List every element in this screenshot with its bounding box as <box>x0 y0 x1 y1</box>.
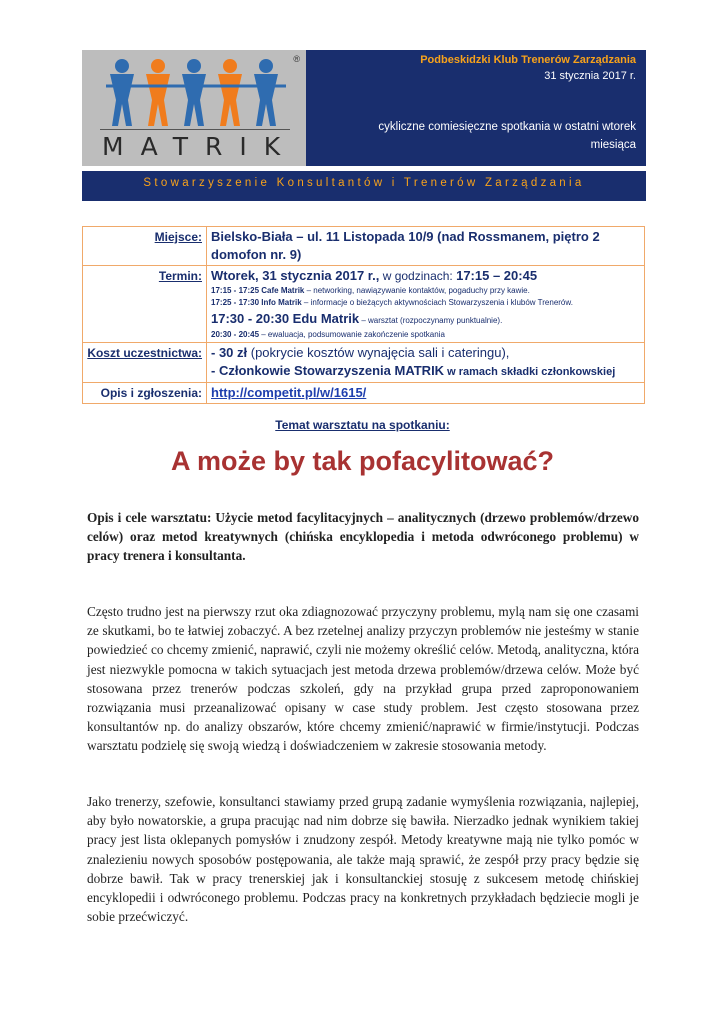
signup-link[interactable]: http://competit.pl/w/1615/ <box>211 385 367 400</box>
header-banner <box>82 50 646 166</box>
cost-value: - 30 zł (pokrycie kosztów wynajęcia sali i cateringu), - Członkowie Stowarzyszenia MATRIK w ramach składki członkowskiej <box>207 343 645 383</box>
term-hours: 17:15 – 20:45 <box>456 268 538 283</box>
club-name: Podbeskidzki Klub Trenerów Zarządzania <box>420 54 636 66</box>
signup-value <box>207 383 645 404</box>
agenda-item-4: 20:30 - 20:45 – ewaluacja, podsumowanie zakończenie spotkania <box>211 330 445 339</box>
cost-row <box>83 343 645 383</box>
term-row <box>83 266 645 343</box>
agenda-item-3: 17:30 - 20:30 Edu Matrik – warsztat (rozpoczynamy punktualnie). <box>211 311 503 326</box>
place-label: Miejsce: <box>83 227 207 266</box>
club-description: cykliczne comiesięczne spotkania w ostatni wtorek miesiąca <box>378 121 636 151</box>
term-date: Wtorek, 31 stycznia 2017 r., <box>211 268 380 283</box>
place-value: Bielsko-Biała – ul. 11 Listopada 10/9 (nad Rossmanem, piętro 2 domofon nr. 9) <box>207 227 645 266</box>
agenda-item-1: 17:15 - 17:25 Cafe Matrik – networking, nawiązywanie kontaktów, pogaduchy przy kawie. <box>211 286 530 295</box>
people-figures-icon <box>106 56 286 128</box>
workshop-title: A może by tak pofacylitować? <box>170 446 555 476</box>
event-info-table <box>82 226 645 404</box>
logo-divider <box>100 129 290 130</box>
cost-label: Koszt uczestnictwa: <box>83 343 207 383</box>
paragraph-creative: Jako trenerzy, szefowie, konsultanci stawiamy przed grupą zadanie wymyślenia rozwiązania, najlepiej, aby było nowatorskie, a grupa pracując nad nim dobrze się bawiła. Nierzadko jednak wynikiem takiej pracy jest lista oklepanych pomysłów i znudzony zespół. Metody kreatywne mają nie tylko pomóc w znalezieniu nowych sposobów postępowania, ale także mają sprawić, że zespół przy pracy będzie się dobrze bawił. Tak w pracy trenerskiej jak i konsultanckiej stosuję z sukcesem metodę chińskiej encyklopedii i odwróconego problemu. Podczas pracy na konkretnych przykładach będziecie mogli je sobie przećwiczyć. <box>87 794 639 925</box>
place-row <box>83 227 645 266</box>
agenda-item-2: 17:25 - 17:30 Info Matrik – informacje o bieżących aktywnościach Stowarzyszenia i klubów Trenerów. <box>211 298 573 307</box>
matrik-logo <box>82 50 306 166</box>
registered-mark: ® <box>293 54 300 64</box>
header-info <box>306 50 646 166</box>
workshop-goals: Opis i cele warsztatu: Użycie metod facylitacyjnych – analitycznych (drzewo problemów/drzewo celów) oraz metod kreatywnych (chińska encyklopedia i metoda odwróconego problemu) w pracy trenera i konsultanta. <box>87 510 639 564</box>
signup-label: Opis i zgłoszenia: <box>83 383 207 404</box>
paragraph-analytical: Często trudno jest na pierwszy rzut oka zdiagnozować przyczyny problemu, mylą nam się one czasami ze skutkami, bo te łatwiej zobaczyć. A bez rzetelnej analizy przyczyn problemów nie jesteśmy w stanie powiedzieć co chcemy zmienić, naprawić, czyli nie możemy określić celów. Metodą, analityczna, która jest niezwykle pomocna w takich sytuacjach jest metoda drzewa problemów/drzewa celów. Może być stosowana przez trenerów podczas szkoleń, gdy na przykład grupa przed zaproponowaniem rozwiązania musi przeanalizować opisany w case study problem. Jest często stosowana przez konsultantów np. do analizy obszarów, które chcemy zmienić/naprawić w firmie/instytucji. Podczas warsztatu podzielę się swoją wiedzą i doświadczeniem w zakresie stosowania metody. <box>87 604 639 754</box>
term-value <box>207 266 645 343</box>
signup-row <box>83 383 645 404</box>
term-label: Termin: <box>83 266 207 343</box>
topic-label: Temat warsztatu na spotkaniu: <box>275 418 450 432</box>
term-hours-prefix: w godzinach: <box>379 269 457 283</box>
logo-text: MATRIK <box>102 132 298 161</box>
meeting-date: 31 stycznia 2017 r. <box>544 70 636 82</box>
association-bar: Stowarzyszenie Konsultantów i Trenerów Zarządzania <box>82 171 646 201</box>
